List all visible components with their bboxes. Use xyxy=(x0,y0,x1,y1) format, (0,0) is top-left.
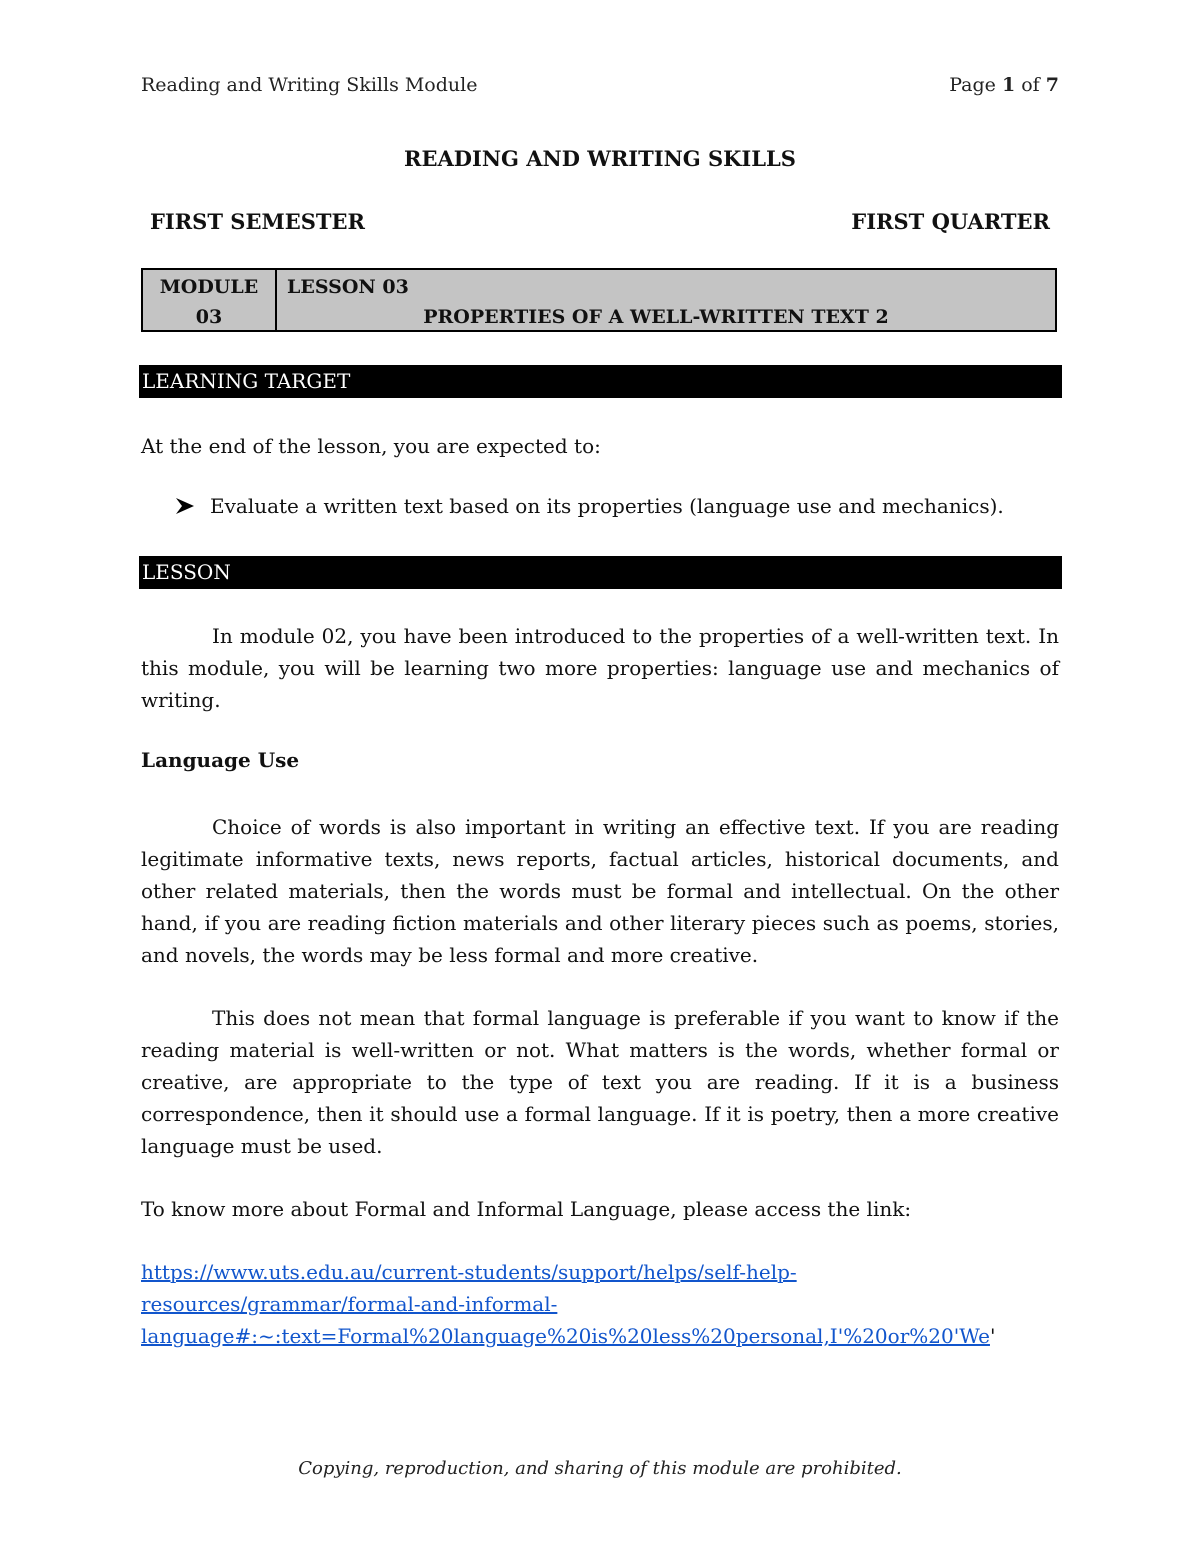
reference-link[interactable] xyxy=(141,1256,1059,1352)
module-header-table xyxy=(141,268,1057,332)
semester-label: FIRST SEMESTER xyxy=(150,209,365,234)
arrowhead-bullet-icon xyxy=(174,496,196,516)
footer-notice: Copying, reproduction, and sharing of this module are prohibited. xyxy=(298,1458,902,1479)
page-label: Page xyxy=(949,74,996,96)
language-use-subheading: Language Use xyxy=(141,748,300,772)
page-current: 1 xyxy=(1001,74,1016,96)
link-intro: To know more about Formal and Informal Language, please access the link: xyxy=(141,1197,912,1221)
page-of: of xyxy=(1021,74,1040,96)
language-use-paragraph-1: Choice of words is also important in writing an effective text. If you are reading legitimate informative texts, news reports, factual articles, historical documents, and other related materials, then the words must be formal and intellectual. On the other hand, if you are reading fiction materials and other literary pieces such as poems, stories, and novels, the words may be less formal and more creative. xyxy=(141,815,1059,967)
learning-target-intro: At the end of the lesson, you are expected to: xyxy=(141,434,601,458)
reference-link-line-2[interactable]: resources/grammar/formal-and-informal- xyxy=(141,1292,558,1316)
page-total: 7 xyxy=(1045,74,1059,96)
quarter-label: FIRST QUARTER xyxy=(851,209,1050,234)
page-indicator xyxy=(949,74,1059,96)
lesson-label: LESSON 03 xyxy=(287,276,409,298)
learning-target-heading: LEARNING TARGET xyxy=(139,365,1062,398)
document-title: READING AND WRITING SKILLS xyxy=(404,146,796,171)
lesson-title: PROPERTIES OF A WELL-WRITTEN TEXT 2 xyxy=(423,306,889,328)
lesson-intro-paragraph: In module 02, you have been introduced to the properties of a well-written text. In this module, you will be learning two more properties: language use and mechanics of writing. xyxy=(141,624,1059,712)
module-cell xyxy=(143,270,277,330)
header-module-name: Reading and Writing Skills Module xyxy=(141,74,478,96)
lesson-heading: LESSON xyxy=(139,556,1062,589)
bullet-text: Evaluate a written text based on its properties (language use and mechanics). xyxy=(210,494,1004,518)
reference-link-line-3[interactable]: language#:~:text=Formal%20language%20is%20less%20personal,I'%20or%20'We xyxy=(141,1324,990,1348)
lesson-cell xyxy=(277,270,1055,330)
language-use-paragraph-2: This does not mean that formal language is preferable if you want to know if the reading material is well-written or not. What matters is the words, whether formal or creative, are appropriate to the type of text you are reading. If it is a business correspondence, then it should use a formal language. If it is poetry, then a more creative language must be used. xyxy=(141,1006,1059,1158)
learning-target-bullet xyxy=(174,494,1004,518)
module-label: MODULE xyxy=(159,276,259,298)
reference-link-line-1[interactable]: https://www.uts.edu.au/current-students/support/helps/self-help- xyxy=(141,1260,797,1284)
module-number: 03 xyxy=(195,306,223,328)
link-trailing-quote: ' xyxy=(989,1324,996,1348)
